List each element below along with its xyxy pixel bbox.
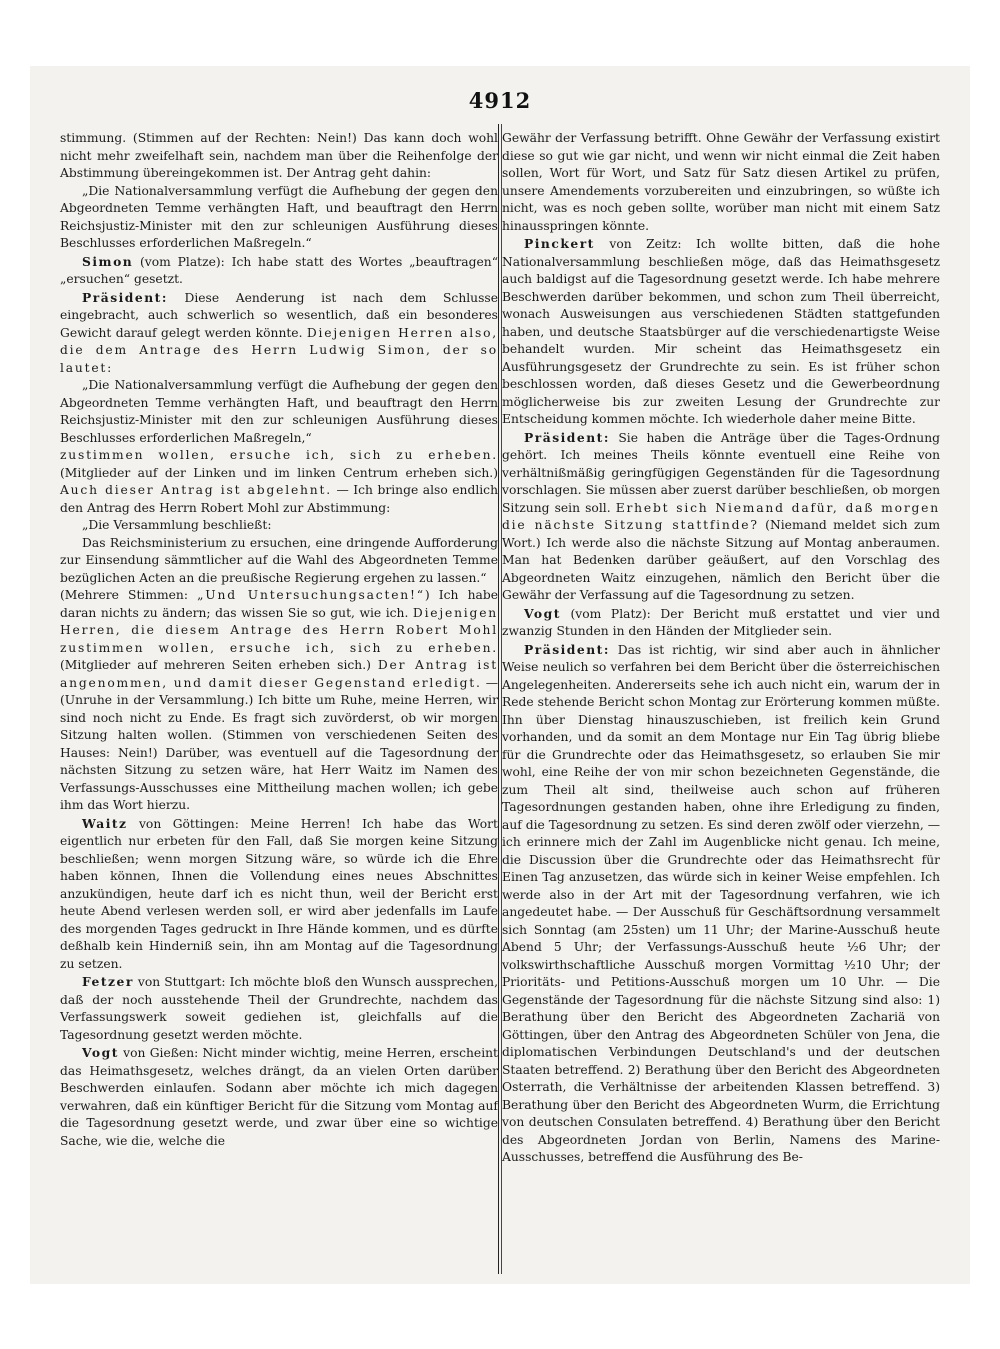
right-column [502,130,940,1167]
text-run: Das ist richtig, wir sind aber auch in ähnlicher Weise neulich so verfahren bei dem Bericht über die österreichischen Angelegenheiten. Andererseits sehe ich auch nicht ein, warum der in Rede stehende Bericht schon Montag zur Erörterung kommen müßte. Ihn über Dienstag hinauszuschieben, ist freilich kein Grund vorhanden, und da somit an dem Montage nur Ein Tag übrig bliebe für die Grundrechte oder das Heimathsgesetz, so erlauben Sie mir wohl, eine Reihe der von mir schon bezeichneten Gegenstände, die zum Theil alt sind, theilweise auch schon auf früheren Tagesordnungen gestanden haben, ohne ihre Erledigung zu finden, auf die Tagesordnung zu setzen. Es sind deren zwölf oder vierzehn, — ich erinnere mich der Zahl im Augenblicke nicht genau. Ich meine, die Discussion über die Grundrechte oder das Heimathsrecht für Einen Tag anzusetzen, das würde sich in keiner Weise empfehlen. Ich werde also in der Art mit der Tagesordnung verfahren, wie ich angedeutet habe. — Der Ausschuß für Geschäftsordnung versammelt sich Sonntag (am 25sten) um 11 Uhr; der Marine-Ausschuß heute Abend 5 Uhr; der Verfassungs-Ausschuß heute ½6 Uhr; der volkswirthschaftliche Ausschuß morgen Vormittag ½10 Uhr; der Prioritäts- und Petitions-Ausschuß morgen um 10 Uhr. — Die Gegenstände der Tagesordnung für die nächste Sitzung sind also: 1) Berathung über den Bericht des Abgeordneten Zachariä von Göttingen, über den Antrag des Abgeordneten Schüler von Jena, die diplomatischen Verbindungen Deutschland's und der deutschen Staaten betreffend. 2) Berathung über den Bericht des Abgeordneten Osterrath, die Verhältnisse der arbeitenden Klassen betreffend. 3) Berathung über den Bericht des Abgeordneten Wurm, die Errichtung von deutschen Consulaten betreffend. 4) Berathung über den Bericht des Abgeordneten Jordan von Berlin, Namens des Marine-Ausschusses, betreffend die Ausführung des Be- [502,642,940,1164]
quoted-motion [60,183,498,253]
text-run: Diese Aenderung ist nach dem Schlusse eingebracht, auch schwerlich so wesentlich, daß ein besonderes Gewicht darauf gelegt werden könnte. [60,290,498,340]
paragraph [60,815,498,974]
quoted-motion [60,517,498,535]
text-run: (Mehrere Stimmen: [60,588,198,602]
spaced-text: Diejenigen Herren, die diesem Antrage des Herrn Robert Mohl zustimmen wollen, ersuche ich, sich zu erheben. [60,605,498,655]
paragraph [60,973,498,1044]
text-run: Das Reichsministerium zu ersuchen, eine dringende Aufforderung zur Einsendung sämmtlicher auf die Wahl des Abgeordneten Temme bezüglichen Acten an die preußische Regierung ergehen zu lassen.“ [60,535,498,585]
speaker-name: Vogt [524,605,561,621]
spaced-text: Auch dieser Antrag ist abgelehnt. [60,483,332,497]
text-run: (vom Platz): Der Bericht muß erstattet und vier und zwanzig Stunden in den Händen der Mitglieder sein. [502,606,940,638]
spaced-text: Erhebt sich Niemand dafür, daß morgen die nächste Sitzung stattfinde? [502,500,940,532]
text-run: — (Unruhe in der Versammlung.) Ich bitte um Ruhe, meine Herren, wir sind noch nicht zu Ende. Es fragt sich zuvörderst, ob wir morgen Sitzung halten wollen. (Stimmen von verschiedenen Seiten des Hauses: Nein!) Darüber, was eventuell auf die Tagesordnung der nächsten Sitzung zu setzen wäre, hat Herr Waitz im Namen des Verfassungs-Ausschusses eine Mittheilung machen wollen; ich gebe ihm das Wort hierzu. [60,675,498,812]
text-run: von Gießen: Nicht minder wichtig, meine Herren, erscheint das Heimathsgesetz, welches drängt, da an vielen Orten darüber Beschwerden einlaufen. Sodann aber möchte ich mich dagegen verwahren, daß ein künftiger Bericht für die Sitzung vom Montag auf die Tagesordnung gesetzt werde, und zwar über eine so wichtige Sache, wie die, welche die [60,1046,498,1148]
text-run: (Mitglieder auf der Linken und im linken Centrum erheben sich.) [60,465,498,480]
spaced-text: zustimmen wollen, ersuche ich, sich zu erheben. [60,448,498,462]
paragraph [60,1044,498,1150]
paragraph [60,289,498,378]
spaced-text: „Und Untersuchungsacten!“ [197,588,425,602]
paragraph [502,605,940,641]
text-run: von Göttingen: Meine Herren! Ich habe das Wort eigentlich nur erbeten für den Fall, daß Sie morgen keine Sitzung beschließen; wenn morgen Sitzung wäre, so würde ich die Ehre haben können, Ihnen die Vollendung eines neues Abschnittes anzukündigen, heute darf ich es nicht thun, weil der Bericht erst heute Abend verlesen werden soll, er wird aber jedenfalls im Laufe des morgenden Tages gedruckt in Ihre Hände kommen, und es dürfte deßhalb kein Hinderniß sein, ihn am Montag auf die Tagesordnung zu setzen. [60,816,498,971]
quoted-motion [60,377,498,447]
text-run: „Die Nationalversammlung verfügt die Aufhebung der gegen den Abgeordneten Temme verhängten Haft, und beauftragt den Herrn Reichsjustiz-Minister mit den zur schleunigen Ausführung dieses Beschlusses erforderlichen Maßregeln,“ [60,378,498,445]
text-run: von Stuttgart: Ich möchte bloß den Wunsch aussprechen, daß der noch ausstehende Theil der Grundrechte, nachdem das Verfassungswerk soweit gediehen ist, gleichfalls auf die Tagesordnung gesetzt werden möchte. [60,975,498,1042]
speaker-name: Simon [82,253,134,269]
page-number: 4912 [468,88,532,113]
speaker-name: Präsident: [82,289,168,305]
text-run: von Zeitz: Ich wollte bitten, daß die hohe Nationalversammlung beschließen möge, daß das Heimathsgesetz auch baldigst auf die Tagesordnung gesetzt werde. Ich habe mehrere Beschwerden darüber bekommen, und schon zum Theil überreicht, wonach Ausweisungen aus verschiedenen Städten stattgefunden haben, und deutsche Staatsbürger auf die verschiedenartigste Weise behandelt wurden. Mir scheint das Heimathsgesetz ein Ausführungsgesetz der Grundrechte zu sein. Es ist früher schon beschlossen worden, daß dieses Gesetz und die Gewerbeordnung möglicherweise bis zur zweiten Lesung der Grundrechte zur Entscheidung kommen möchte. Ich wiederhole daher meine Bitte. [502,237,940,426]
text-run: „Die Nationalversammlung verfügt die Aufhebung der gegen den Abgeordneten Temme verhängten Haft, und beauftragt den Herrn Reichsjustiz-Minister mit den zur schleunigen Ausführung dieses Beschlusses erforderlichen Maßregeln.“ [60,183,498,250]
newspaper-page [30,66,970,1284]
spaced-text: Diejenigen Herren also, die dem Antrage des Herrn Ludwig Simon, der so lautet: [60,325,498,375]
left-column [60,130,498,1150]
paragraph [60,253,498,289]
spaced-text: Der Antrag ist angenommen, und damit dieser Gegenstand erledigt. [60,658,498,690]
speaker-name: Waitz [82,815,128,831]
paragraph [60,447,498,517]
speaker-name: Vogt [82,1045,119,1060]
speaker-name: Fetzer [82,974,134,989]
column-divider [498,124,499,1274]
text-run: „Die Versammlung beschließt: [82,518,272,532]
paragraph [502,641,940,1167]
speaker-name: Präsident: [524,641,610,657]
paragraph [502,235,940,429]
paragraph [502,130,940,235]
text-run: Sie haben die Anträge über die Tages-Ordnung gehört. Ich meines Theils könnte eventuell eine Reihe von verhältnißmäßig geringfügigen Gegenständen für die Tagesordnung vorschlagen. Sie müssen aber zuerst darüber beschließen, ob morgen Sitzung sein soll. [502,430,940,515]
text-run: (Niemand meldet sich zum Wort.) Ich werde also die nächste Sitzung auf Montag anberaumen. Man hat Bedenken darüber geäußert, auf den Vorschlag des Abgeordneten Waitz einzugehen, nämlich den Bericht über die Gewähr der Verfassung auf die Tagesordnung zu setzen. [502,518,941,602]
paragraph [502,429,940,605]
paragraph [60,130,498,183]
text-run: stimmung. (Stimmen auf der Rechten: Nein!) Das kann doch wohl nicht mehr zweifelhaft sein, nachdem man über die Reihenfolge der Abstimmung übereingekommen ist. Der Antrag geht dahin: [60,131,498,180]
speaker-name: Präsident: [524,429,610,445]
text-run: (Mitglieder auf mehreren Seiten erheben sich.) [60,658,378,672]
speaker-name: Pinckert [524,236,595,251]
text-run: Gewähr der Verfassung betrifft. Ohne Gewähr der Verfassung existirt diese so gut wie gar nicht, und wenn wir nicht einmal die Zeit haben sollen, Wort für Wort, und Satz für Satz diesen Artikel zu prüfen, unsere Amendements vorzubereiten und einzubringen, so wüßte ich nicht, was es noch geben sollte, worüber man nicht mit einem Satz hinausspringen könnte. [502,131,940,233]
paragraph [60,587,498,815]
quoted-motion [60,535,498,588]
text-run: — Ich bringe also endlich den Antrag des Herrn Robert Mohl zur Abstimmung: [60,483,498,515]
text-run: ) Ich habe daran nichts zu ändern; das wissen Sie so gut, wie ich. [60,588,498,620]
text-run: (vom Platze): Ich habe statt des Wortes „beauftragen“ „ersuchen“ gesetzt. [60,254,498,286]
